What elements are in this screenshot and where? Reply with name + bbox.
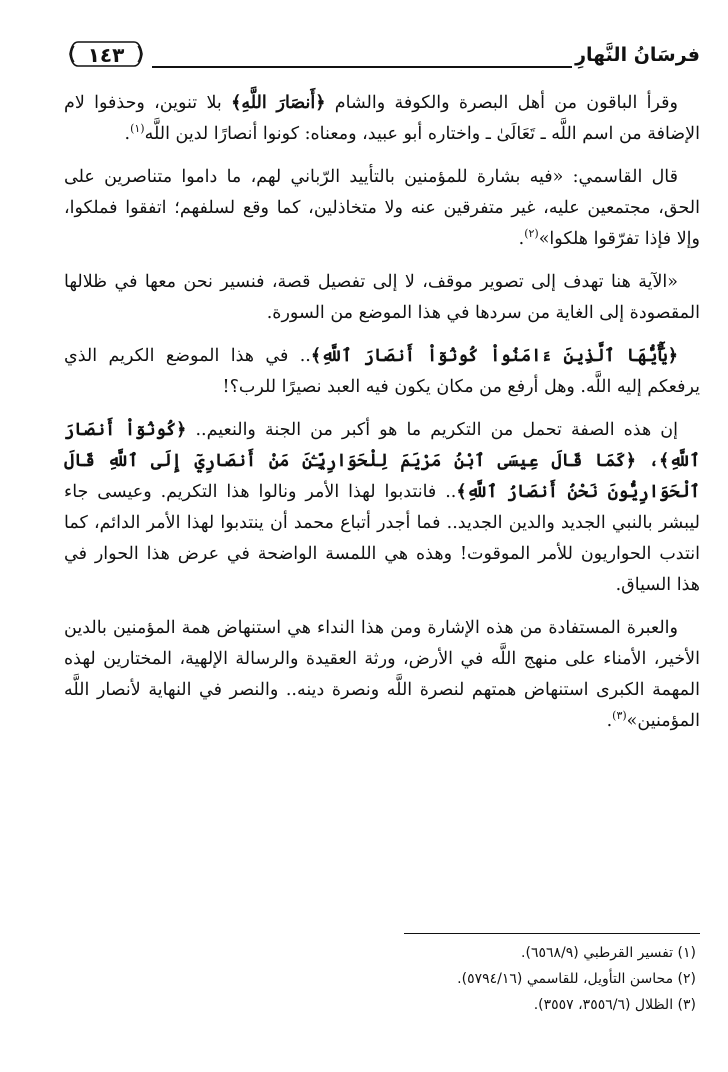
paragraph-text: .. فانتدبوا لهذا الأمر ونالوا هذا التكريم. وعيسى جاء ليبشر بالنبي الجديد والدين الجديد.. فما أجدر أتباع محمد أن ينتدبوا لهذا الأمر الدائم، كما انتدب الحواريون للأمر الموقوت! وهذه هي اللمسة الواضحة في عرض هذا الحوار في هذا السياق. [64,482,700,595]
paragraph-end: . [518,229,525,249]
footnote-rule [404,933,700,934]
paragraph-text: .. في هذا الموضع الكريم الذي يرفعكم إليه اللَّه. وهل أرفع من مكان يكون فيه العبد نصيرًا للرب؟! [64,346,700,397]
page-number-badge [68,40,144,68]
footnotes [60,940,700,1018]
paragraph-5 [64,415,700,601]
page-header [60,36,700,76]
footnote-ref: (١) [130,122,145,136]
quran-citation: ﴿أَنصَارَ اللَّهِ﴾ [231,93,326,113]
quran-citation: ﴿كُونُوٓاْ أَنصَارَ ٱللَّهِ﴾، ﴿كَمَا قَالَ عِيسَى ٱبْنُ مَرْيَمَ لِلْحَوَارِيِّـۧنَ مَنْ أَنصَارِيٓ إِلَى ٱللَّهِ قَالَ ٱلْحَوَارِيُّونَ نَحْنُ أَنصَارُ ٱللَّهِ﴾ [64,420,700,502]
footnote-2: (٢) محاسن التأويل، للقاسمي (٥٧٩٤/١٦). [457,971,696,987]
running-title: فرسَانُ النَّهارِ [575,44,700,66]
paragraph-2 [64,162,700,255]
paragraph-6 [64,613,700,737]
paragraph-end: . [124,124,131,144]
paragraph-text: «الآية هنا تهدف إلى تصوير موقف، لا إلى تفصيل قصة، فنسير نحن معها في ظلالها المقصودة إلى الغاية من سردها في هذا الموضع من السورة. [64,272,700,323]
quran-citation: ﴿يَٰٓأَيُّهَا ٱلَّذِينَ ءَامَنُواْ كُونُوٓاْ أَنصَارَ ٱللَّهِ﴾ [310,346,678,366]
paragraph-1 [64,88,700,150]
paragraph-text: قال القاسمي: «فيه بشارة للمؤمنين بالتأييد الرّباني لهم، ما داموا متناصرين على الحق، مجتمعين عليه، غير متفرقين عنه ولا متخاذلين، كما وقع لسلفهم؛ اتفقوا فملكوا، وإلا فإذا تفرّقوا هلكوا» [64,167,700,249]
paragraph-4 [64,341,700,403]
footnote-1: (١) تفسير القرطبي (٦٥٦٨/٩). [521,945,696,961]
paragraph-text: إن هذه الصفة تحمل من التكريم ما هو أكبر من الجنة والنعيم.. [186,420,678,440]
footnote-ref: (٢) [524,227,539,241]
paragraph-text: والعبرة المستفادة من هذه الإشارة ومن هذا النداء هي استنهاض همة المؤمنين بالدين الأخير، الأمناء على منهج اللَّه في الأرض، ورثة العقيدة والرسالة الإلهية، المختارين لهذه المهمة الكبرى استنهاض همتهم لنصرة اللَّه ونصرة دينه.. والنصر في النهاية لأنصار اللَّه المؤمنين» [64,618,700,731]
footnote-ref: (٣) [612,709,627,723]
footnote-3: (٣) الظلال (٣٥٥٦/٦، ٣٥٥٧). [533,997,696,1013]
header-rule [152,66,572,68]
paragraph-text: بلا تنوين، وحذفوا لام الإضافة من اسم اللَّه ـ تَعَالَىٰ ـ واختاره أبو عبيد، ومعناه: كونوا أنصارًا لدين اللَّه [64,93,700,144]
page-number: ١٤٣ [87,43,125,67]
paragraph-text: وقرأ الباقون من أهل البصرة والكوفة والشام [325,93,678,113]
paragraph-3 [64,267,700,329]
paragraph-end: . [606,711,613,731]
body-text [64,88,700,749]
